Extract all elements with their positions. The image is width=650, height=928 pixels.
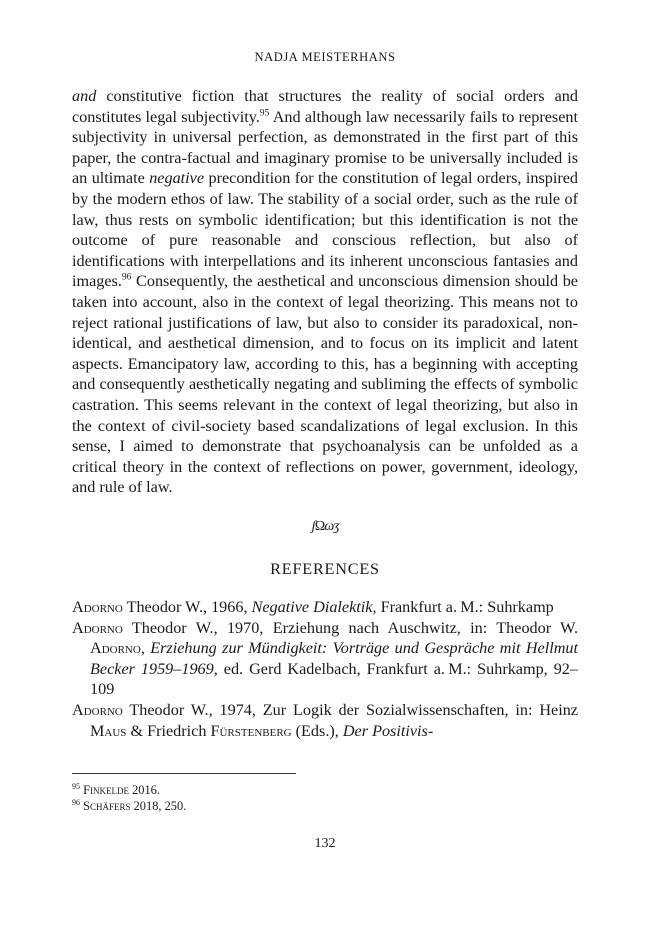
ref-author: Adorno [90, 639, 141, 658]
section-ornament: ʃΩωʒ [311, 519, 339, 534]
ref-title: Negative Dialektik [251, 598, 373, 616]
footnote-author: Finkelde [83, 783, 129, 797]
ref-title: Erziehung zur Mündigkeit: Vorträge und Gespräche mit Hellmut Becker 1959–1969 [90, 639, 579, 678]
body-text-4: Consequently, the aesthetical and unconscious dimension should be taken into account, also in the context of legal theorizing. This means not to reject rational justifications of law, but also to consider its paradoxical, non-identical, and aesthetical dimension, and to focus on its implicit and latent aspects. Emancipatory law, according to this, has a beginning with accepting and consequently aesthetically negating and subliming the effects of symbolic castration. This seems relevant in the context of legal theorizing, but also in the context of civil-society based scandalizations of legal exclusion. In this sense, I aimed to demonstrate that psychoanalysis can be unfolded as a critical theory in the context of reflections on power, government, ideology, and rule of law. [72, 272, 578, 497]
ref-text: Theodor W., 1966, [122, 598, 252, 616]
footnote-96 [72, 798, 578, 814]
footnotes-list [72, 782, 578, 814]
ref-text: Theodor W., 1970, Erziehung nach Auschwitz, in: Theodor W. [122, 618, 578, 637]
ref-text: , Frankfurt a. M.: Suhrkamp [372, 598, 554, 616]
reference-entry-2 [72, 618, 578, 700]
emphasis-negative: negative [149, 169, 205, 188]
footnote-ref-96[interactable]: 96 [121, 272, 132, 283]
body-text-2: And although law necessarily fails to represent subjectivity in universal perfection, as demonstrated in the first part of this paper, the contra-factual and imaginary promise to be universally included is an ultimate [72, 107, 578, 188]
ref-text: (Eds.), [291, 721, 343, 740]
ref-author: Fürstenberg [210, 721, 292, 740]
footnote-author: Schäfers [83, 799, 131, 813]
body-text-1: constitutive fiction that structures the reality of social orders and constitutes legal subjectivity. [72, 87, 578, 126]
ref-author: Adorno [72, 700, 123, 719]
body-paragraph [72, 86, 578, 498]
ref-author: Adorno [72, 618, 123, 637]
running-header: NADJA MEISTERHANS [254, 50, 396, 64]
footnote-text: 2018, 250. [130, 799, 187, 813]
footnote-95 [72, 782, 578, 798]
footnote-number: 96 [72, 797, 80, 807]
footnote-ref-95[interactable]: 95 [259, 108, 270, 119]
footnote-divider [72, 773, 296, 774]
references-list [72, 597, 578, 741]
page-number: 132 [314, 836, 336, 851]
references-heading: REFERENCES [270, 560, 380, 578]
ref-author: Adorno [72, 598, 123, 616]
footnote-number: 95 [72, 781, 80, 791]
ref-text: , [140, 639, 151, 658]
ref-text: , ed. Gerd Kadelbach, Frankfurt a. M.: Suhrkamp, 92–109 [90, 659, 578, 699]
emphasis-and: and [72, 87, 97, 105]
footnote-text: 2016. [129, 783, 160, 797]
ref-title: Der Positivis- [342, 721, 434, 740]
reference-entry-1 [72, 597, 578, 618]
reference-entry-3 [72, 700, 578, 741]
ref-author: Maus [90, 721, 127, 740]
ref-text: & Friedrich [126, 721, 211, 740]
body-text-3: precondition for the constitution of legal orders, inspired by the modern ethos of law. The stability of a social order, such as the rule of law, thus rests on symbolic identification; but this identification is not the outcome of pure reasonable and conscious reflection, but also of identifications with interpellations and its inherent unconscious fantasies and images. [72, 169, 579, 291]
ref-text: Theodor W., 1974, Zur Logik der Sozialwissenschaften, in: Heinz [122, 700, 578, 719]
